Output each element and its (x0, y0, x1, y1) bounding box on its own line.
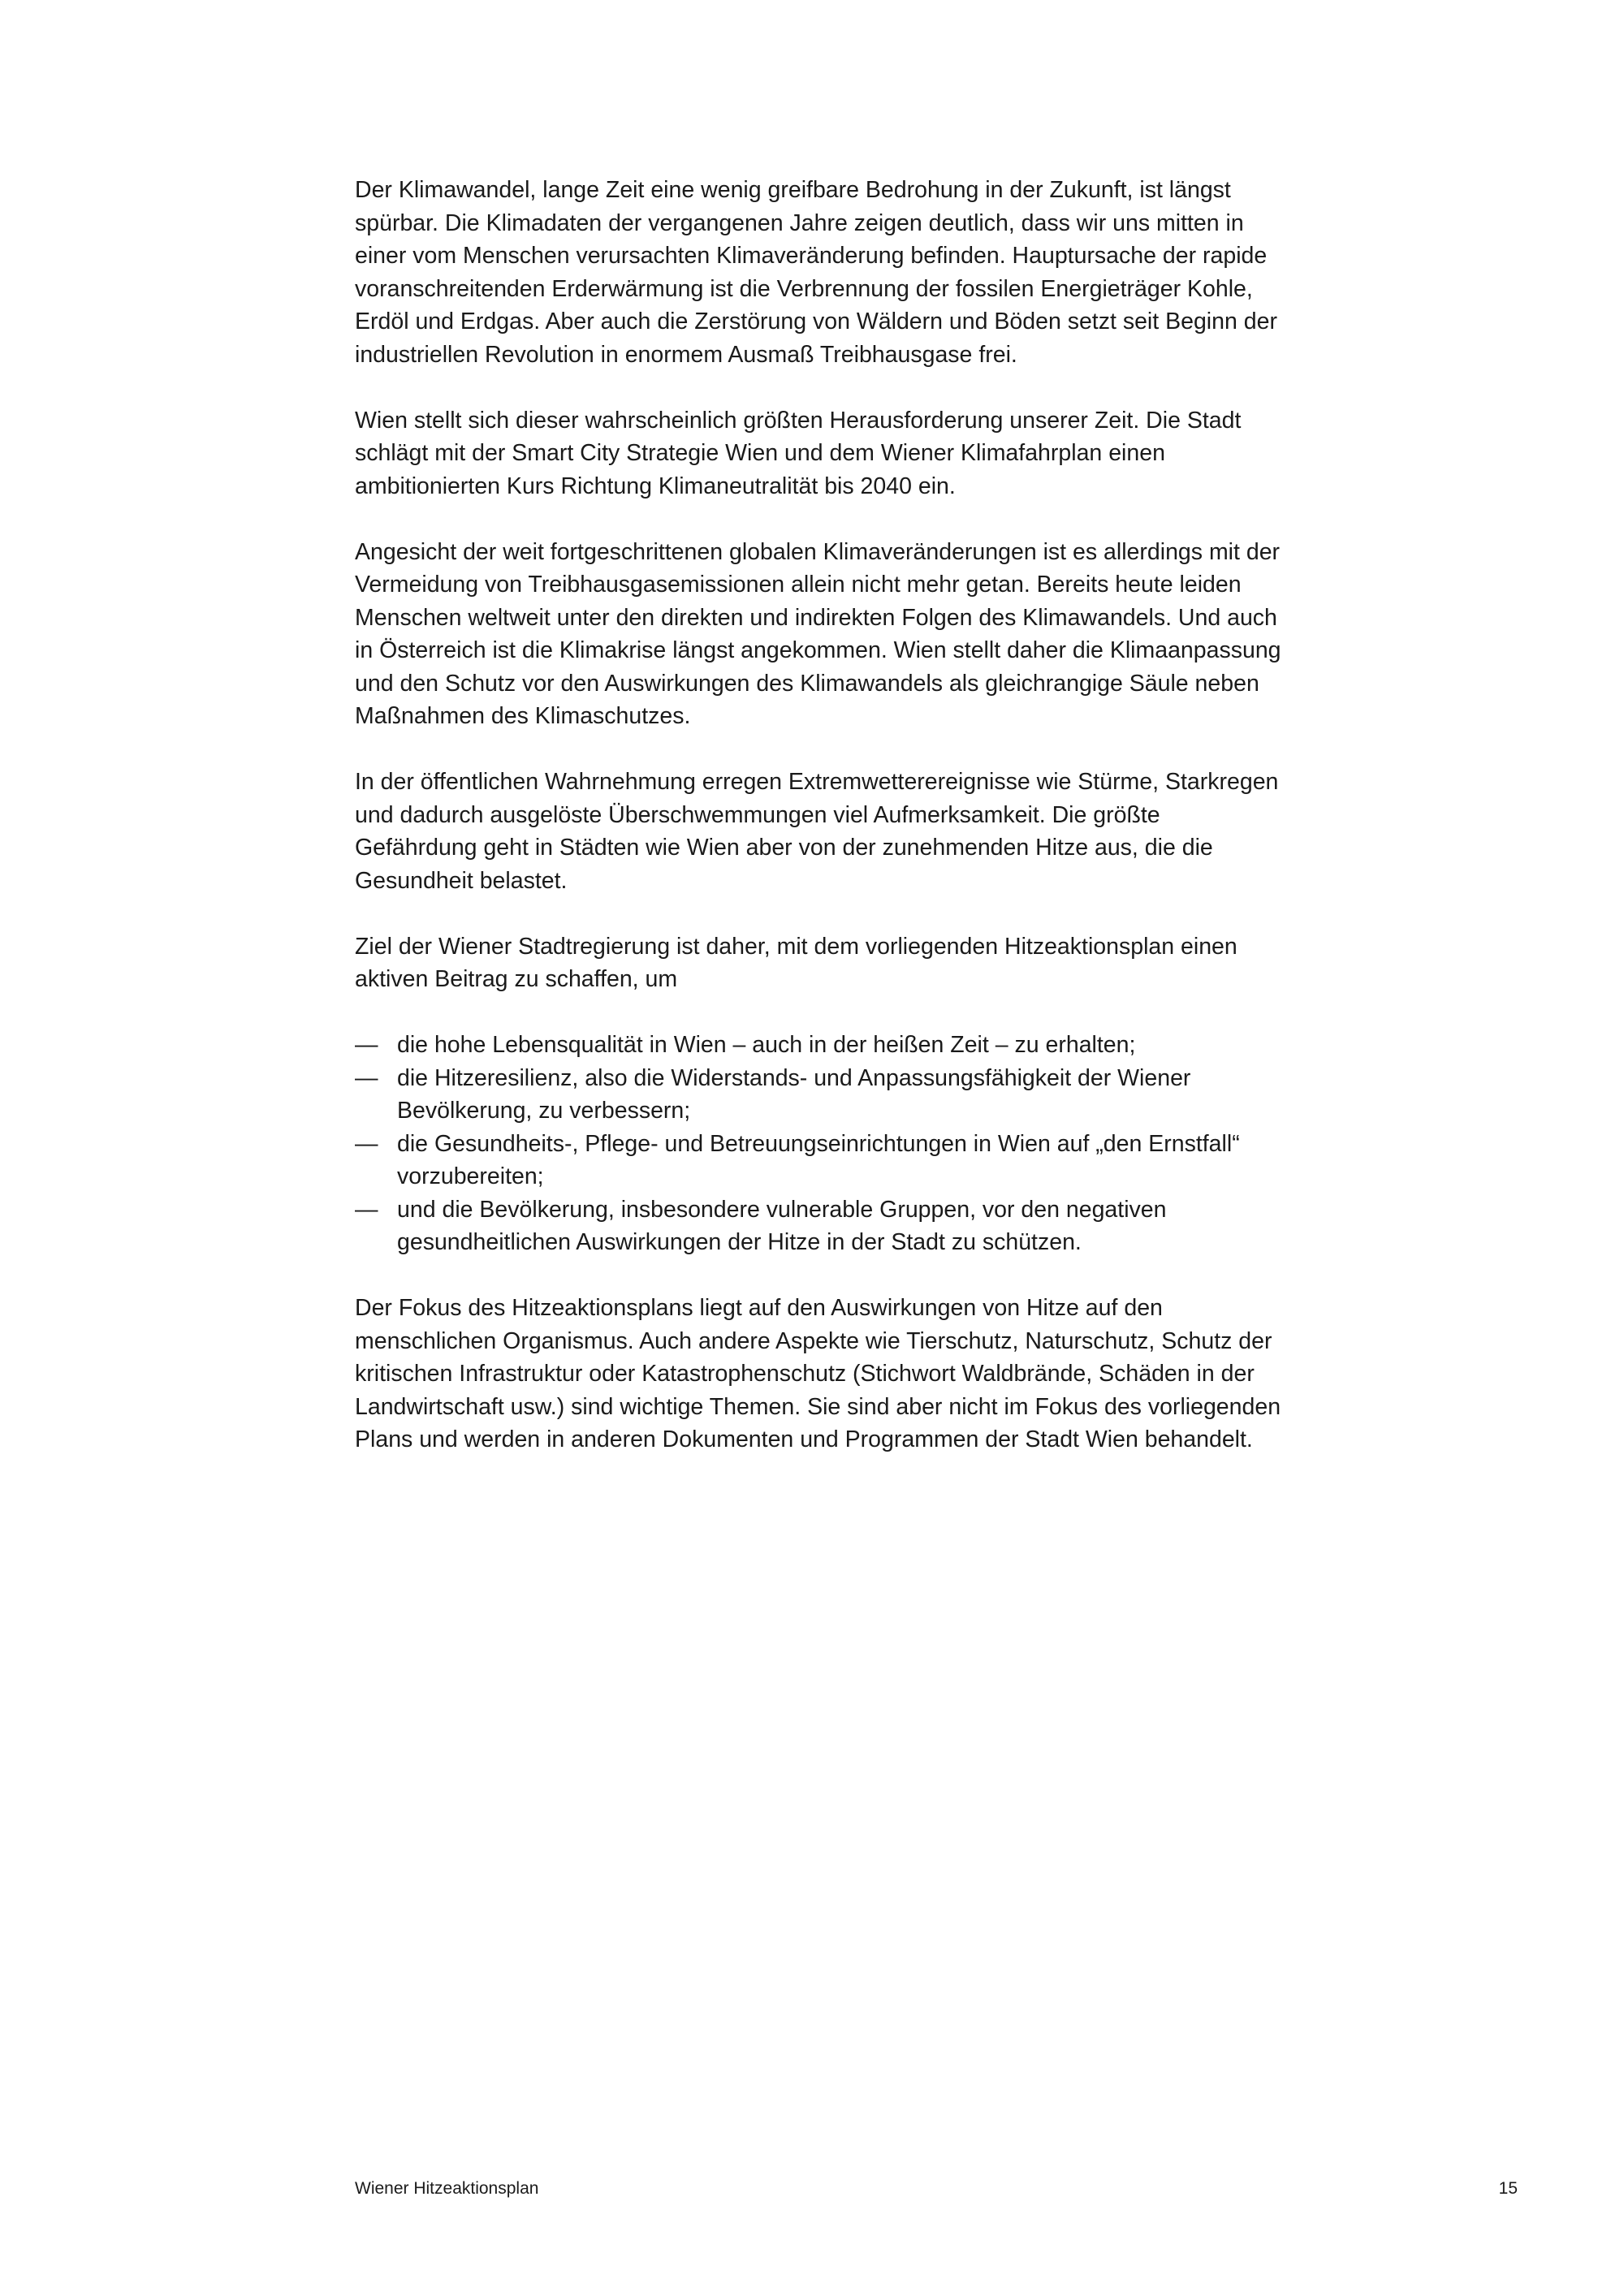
list-item (355, 1128, 1289, 1193)
list-item-text: und die Bevölkerung, insbesondere vulnerable Gruppen, vor den negativen gesundheitlichen Auswirkungen der Hitze in der Stadt zu schützen. (397, 1196, 1167, 1255)
dash-bullet-icon: — (355, 1032, 378, 1058)
dash-bullet-icon: — (355, 1130, 378, 1157)
list-item (355, 1029, 1289, 1062)
paragraph-goal: Ziel der Wiener Stadtregierung ist daher, mit dem vorliegenden Hitzeaktionsplan einen aktiven Beitrag zu schaffen, um (355, 933, 1237, 992)
paragraph-intro: Der Klimawandel, lange Zeit eine wenig greifbare Bedrohung in der Zukunft, ist längst spürbar. Die Klimadaten der vergangenen Jahre zeigen deutlich, dass wir uns mitten in einer vom Menschen verursachten Klimaveränderung befinden. Hauptursache der rapide voranschreitenden Erderwärmung ist die Verbrennung der fossilen Energieträger Kohle, Erdöl und Erdgas. Aber auch die Zerstörung von Wäldern und Böden setzt seit Beginn der industriellen Revolution in enormem Ausmaß Treibhausgase frei. (355, 177, 1277, 368)
paragraph-focus: Der Fokus des Hitzeaktionsplans liegt auf den Auswirkungen von Hitze auf den menschlichen Organismus. Auch andere Aspekte wie Tierschutz, Naturschutz, Schutz der kritischen Infrastruktur oder Katastrophenschutz (Stichwort Waldbrände, Schäden in der Landwirtschaft usw.) sind wichtige Themen. Sie sind aber nicht im Fokus des vorliegenden Plans und werden in anderen Dokumenten und Programmen der Stadt Wien behandelt. (355, 1295, 1281, 1452)
list-item-text: die Gesundheits-, Pflege- und Betreuungseinrichtungen in Wien auf „den Ernstfall“ vorzubereiten; (397, 1130, 1240, 1189)
list-item-text: die Hitzeresilienz, also die Widerstands- und Anpassungsfähigkeit der Wiener Bevölkerung, zu verbessern; (397, 1064, 1191, 1124)
body-text (355, 174, 1289, 1489)
page-number: 15 (1498, 2179, 1518, 2198)
list-item (355, 1193, 1289, 1259)
paragraph-vienna-strategy: Wien stellt sich dieser wahrscheinlich größten Herausforderung unserer Zeit. Die Stadt schlägt mit der Smart City Strategie Wien und dem Wiener Klimafahrplan einen ambitionierten Kurs Richtung Klimaneutralität bis 2040 ein. (355, 407, 1242, 499)
dash-bullet-icon: — (355, 1196, 378, 1223)
footer-document-title: Wiener Hitzeaktionsplan (355, 2179, 539, 2198)
list-item-text: die hohe Lebensqualität in Wien – auch in der heißen Zeit – zu erhalten; (397, 1032, 1136, 1058)
paragraph-heat-threat: In der öffentlichen Wahrnehmung erregen Extremwetterereignisse wie Stürme, Starkregen und dadurch ausgelöste Überschwemmungen viel Aufmerksamkeit. Die größte Gefährdung geht in Städten wie Wien aber von der zunehmenden Hitze aus, die die Gesundheit belastet. (355, 769, 1279, 894)
paragraph-adaptation: Angesicht der weit fortgeschrittenen globalen Klimaveränderungen ist es allerdings mit der Vermeidung von Treibhausgasemissionen allein nicht mehr getan. Bereits heute leiden Menschen weltweit unter den direkten und indirekten Folgen des Klimawandels. Und auch in Österreich ist die Klimakrise längst angekommen. Wien stellt daher die Klimaanpassung und den Schutz vor den Auswirkungen des Klimawandels als gleichrangige Säule neben Maßnahmen des Klimaschutzes. (355, 538, 1281, 729)
list-item (355, 1062, 1289, 1128)
dash-bullet-icon: — (355, 1064, 378, 1091)
goal-list (355, 1029, 1289, 1259)
